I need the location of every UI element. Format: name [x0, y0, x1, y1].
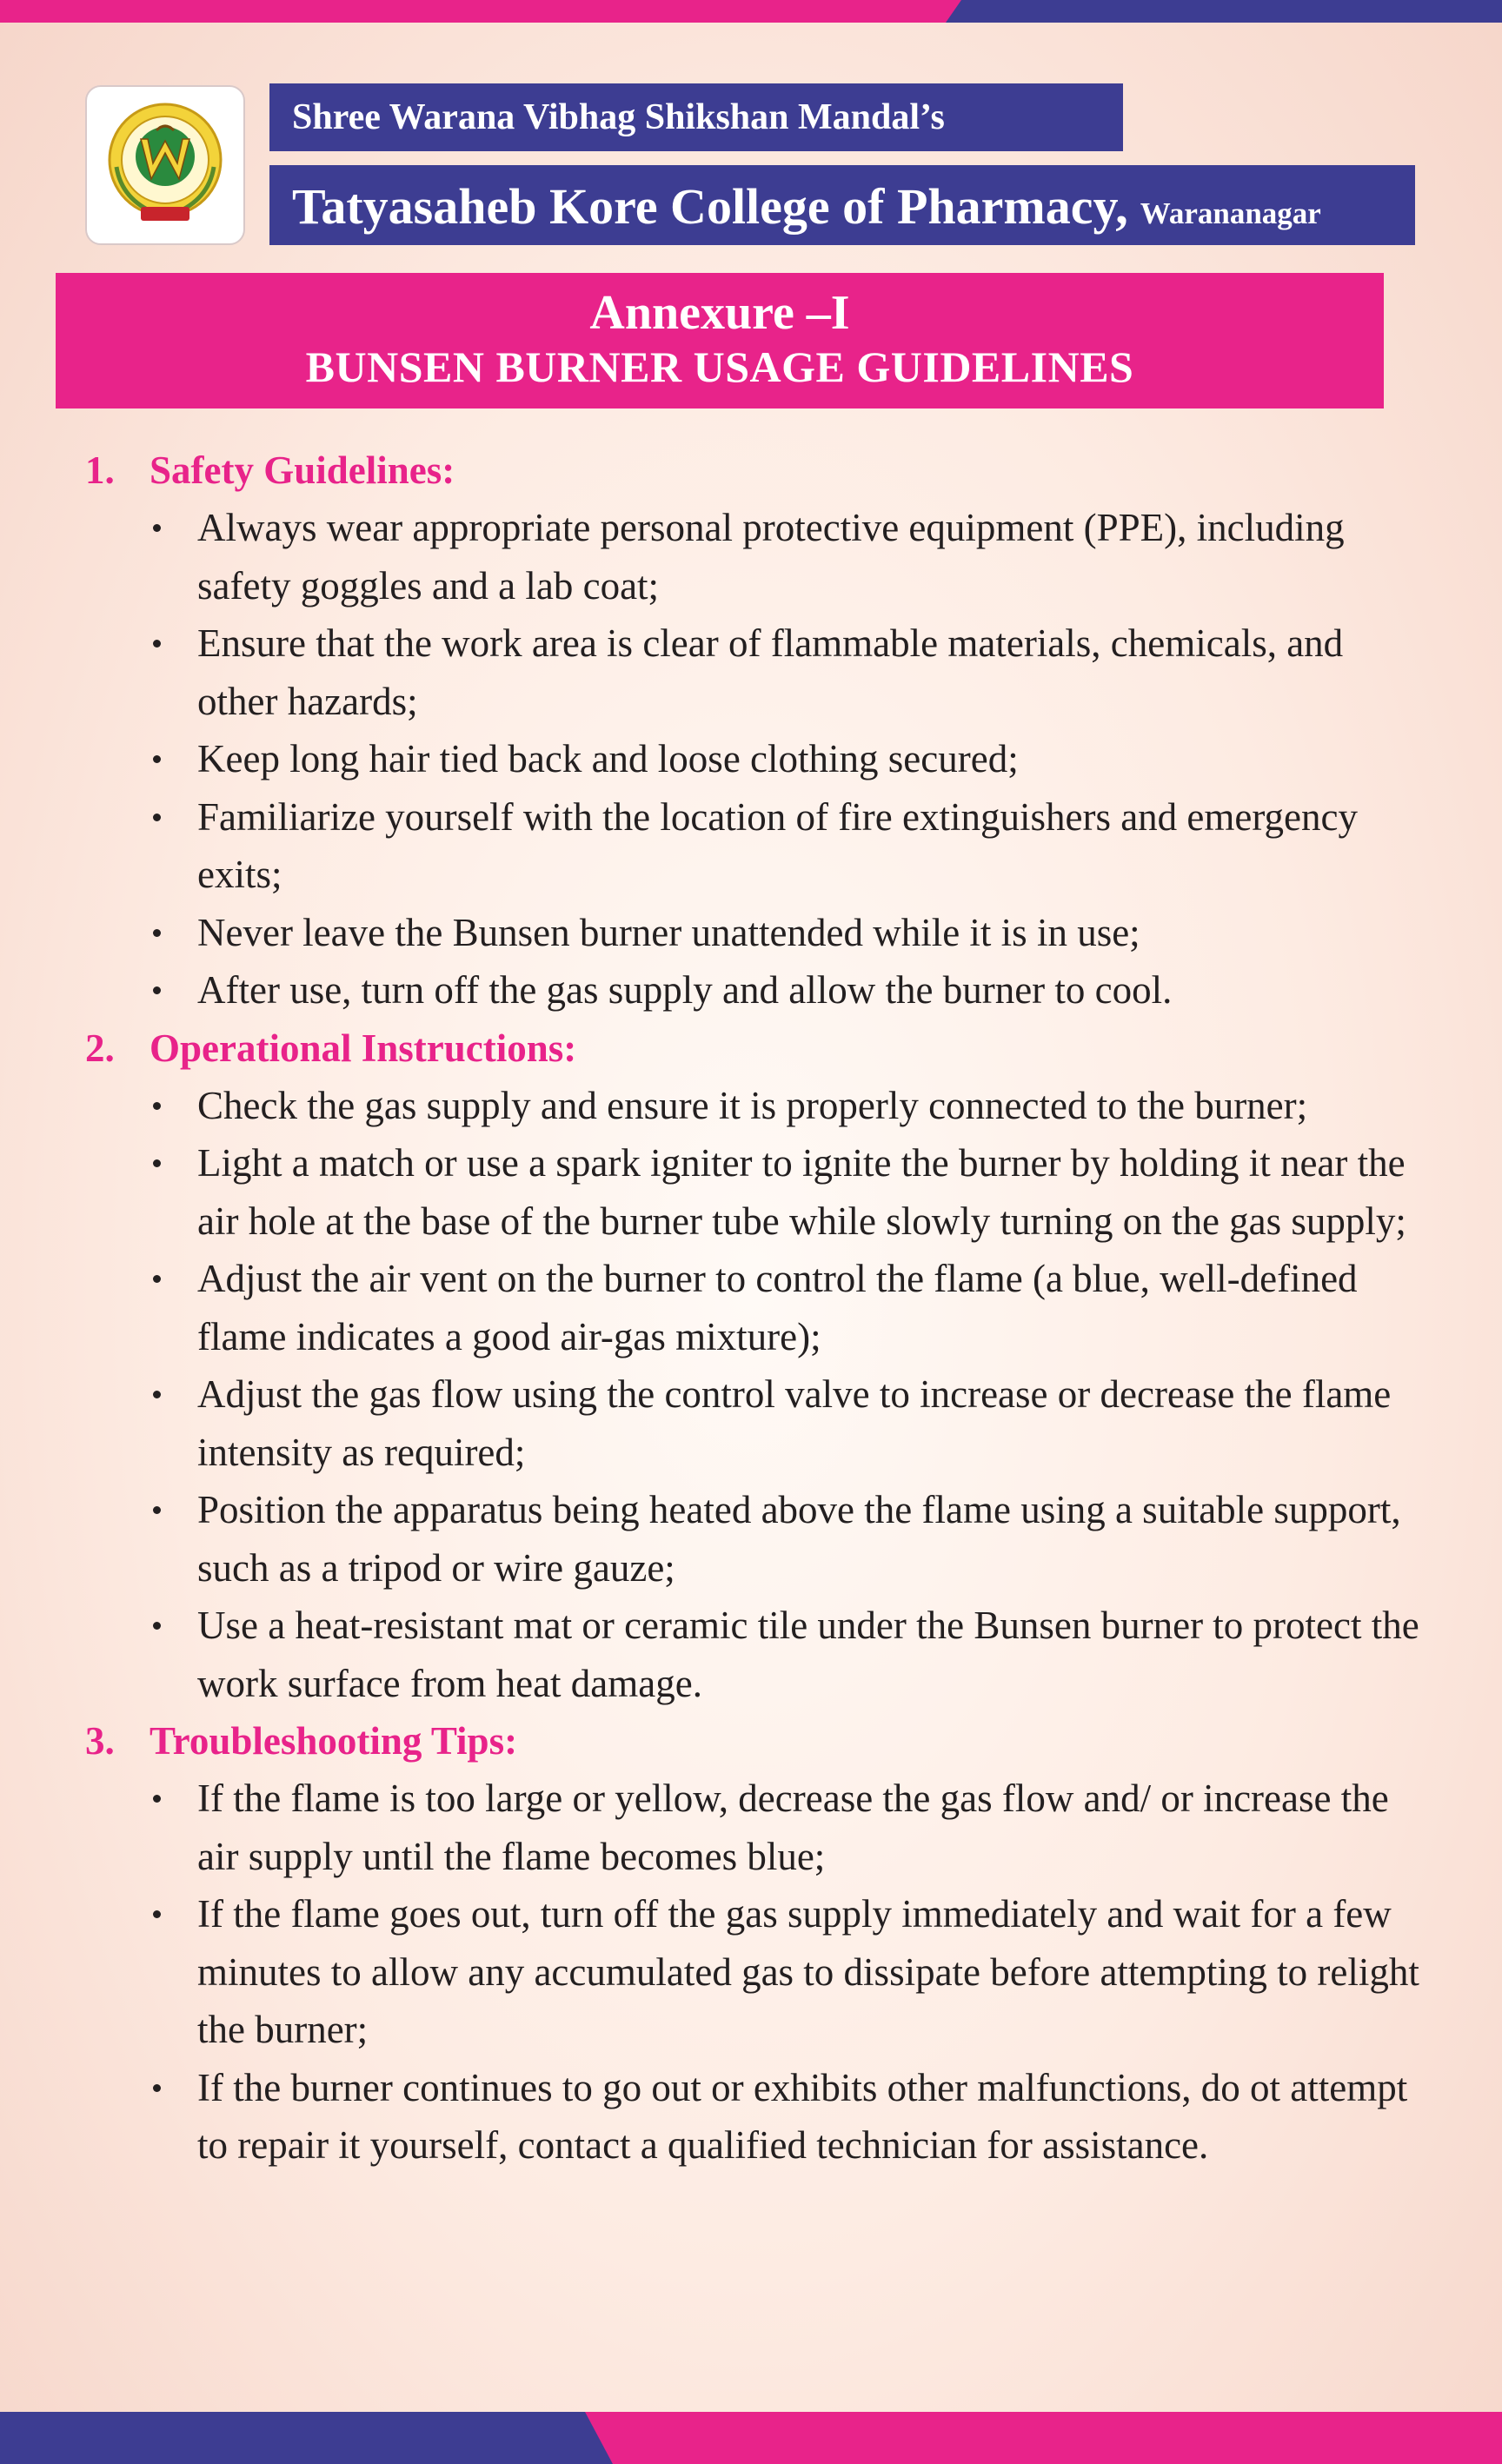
- annexure-title: Annexure –I: [589, 286, 850, 340]
- section-title: Troubleshooting Tips:: [150, 1719, 518, 1763]
- section-heading: [0, 1019, 1502, 1077]
- list-item: [0, 961, 1502, 1019]
- list-item: [0, 1250, 1502, 1365]
- operational-list: [0, 1077, 1502, 1713]
- section-heading: [0, 442, 1502, 499]
- list-item: [0, 1481, 1502, 1597]
- college-logo: [85, 85, 245, 245]
- trust-name-band: [269, 83, 1123, 151]
- section-troubleshooting: [0, 1712, 1502, 2175]
- list-item: [0, 1597, 1502, 1712]
- college-place: Warananagar: [1140, 196, 1321, 230]
- bullet-icon: [153, 1795, 161, 1803]
- bullet-icon: [153, 986, 161, 994]
- section-number: 1.: [85, 448, 115, 492]
- list-item-text: Always wear appropriate personal protective equipment (PPE), including safety goggles and a lab coat;: [197, 506, 1345, 608]
- list-item: [0, 904, 1502, 962]
- list-item-text: If the flame goes out, turn off the gas supply immediately and wait for a few minutes to allow any accumulated gas to dissipate before attempting to relight the burner;: [197, 1892, 1419, 2051]
- bullet-icon: [153, 929, 161, 937]
- troubleshooting-list: [0, 1770, 1502, 2175]
- bullet-icon: [153, 1910, 161, 1918]
- list-item-text: After use, turn off the gas supply and allow the burner to cool.: [197, 968, 1173, 1012]
- list-item-text: Use a heat-resistant mat or ceramic tile under the Bunsen burner to protect the work surface from heat damage.: [197, 1604, 1419, 1705]
- list-item: [0, 499, 1502, 614]
- list-item-text: If the burner continues to go out or exhibits other malfunctions, do ot attempt to repair it yourself, contact a qualified technician for assistance.: [197, 2065, 1408, 2167]
- list-item: [0, 730, 1502, 788]
- guidelines-content: [0, 442, 1502, 2175]
- section-operational: [0, 1019, 1502, 1713]
- safety-list: [0, 499, 1502, 1019]
- bullet-icon: [153, 1506, 161, 1514]
- annexure-subtitle: BUNSEN BURNER USAGE GUIDELINES: [305, 342, 1134, 391]
- list-item: [0, 1077, 1502, 1135]
- bottom-pink-stripe: [585, 2412, 1502, 2464]
- list-item: [0, 788, 1502, 904]
- list-item-text: Light a match or use a spark igniter to ignite the burner by holding it near the air hole at the base of the burner tube while slowly turning on the gas supply;: [197, 1141, 1406, 1243]
- college-name: Tatyasaheb Kore College of Pharmacy,: [292, 178, 1128, 235]
- list-item-text: Adjust the gas flow using the control valve to increase or decrease the flame intensity as required;: [197, 1372, 1392, 1474]
- bullet-icon: [153, 755, 161, 763]
- section-title: Operational Instructions:: [150, 1026, 577, 1070]
- list-item-text: Familiarize yourself with the location of fire extinguishers and emergency exits;: [197, 794, 1358, 896]
- list-item-text: If the flame is too large or yellow, decrease the gas flow and/ or increase the air supply until the flame becomes blue;: [197, 1777, 1389, 1878]
- top-navy-stripe: [946, 0, 1502, 23]
- bullet-icon: [153, 2084, 161, 2092]
- bullet-icon: [153, 1159, 161, 1167]
- list-item-text: Adjust the air vent on the burner to control the flame (a blue, well-defined flame indicates a good air-gas mixture);: [197, 1257, 1358, 1358]
- list-item: [0, 1770, 1502, 1885]
- list-item-text: Ensure that the work area is clear of flammable materials, chemicals, and other hazards;: [197, 621, 1344, 723]
- bullet-icon: [153, 1275, 161, 1283]
- bullet-icon: [153, 1391, 161, 1398]
- section-title: Safety Guidelines:: [150, 448, 455, 492]
- section-number: 2.: [85, 1026, 115, 1070]
- bullet-icon: [153, 814, 161, 821]
- college-name-band: [269, 165, 1415, 245]
- section-number: 3.: [85, 1719, 115, 1763]
- list-item-text: Check the gas supply and ensure it is properly connected to the burner;: [197, 1083, 1308, 1127]
- annexure-banner: [56, 273, 1384, 408]
- list-item: [0, 1365, 1502, 1481]
- bullet-icon: [153, 1102, 161, 1110]
- list-item-text: Keep long hair tied back and loose clothing secured;: [197, 737, 1019, 780]
- list-item: [0, 1885, 1502, 2059]
- list-item: [0, 1134, 1502, 1250]
- list-item: [0, 614, 1502, 730]
- section-heading: [0, 1712, 1502, 1770]
- bullet-icon: [153, 640, 161, 648]
- list-item-text: Position the apparatus being heated above the flame using a suitable support, such as a tripod or wire gauze;: [197, 1488, 1401, 1590]
- section-safety: [0, 442, 1502, 1019]
- college-crest-icon: [96, 96, 235, 235]
- trust-name: Shree Warana Vibhag Shikshan Mandal’s: [292, 97, 945, 137]
- list-item: [0, 2059, 1502, 2175]
- bullet-icon: [153, 524, 161, 532]
- bullet-icon: [153, 1622, 161, 1630]
- list-item-text: Never leave the Bunsen burner unattended while it is in use;: [197, 910, 1140, 954]
